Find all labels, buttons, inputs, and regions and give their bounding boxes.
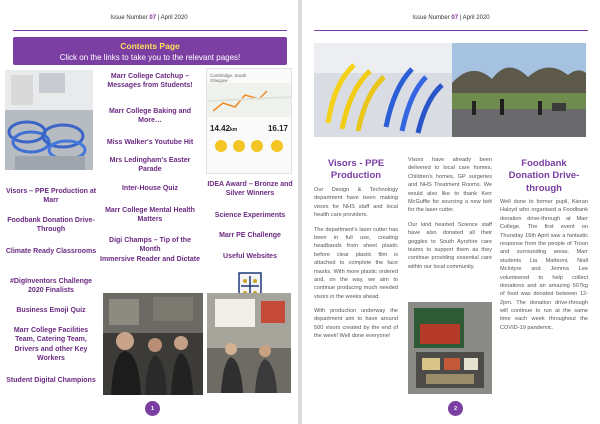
- visors-paragraph: Visors have already been delivered to local care homes, Children's homes, GP surgeries and NHS Treatment Rooms. We would also like to thank Kerr McGuffie for sourcing a new belt for the laser cutter.: [408, 157, 492, 214]
- trophy-icons: [207, 133, 291, 159]
- articles-page: [302, 0, 600, 424]
- contents-subtitle: Click on the links to take you to the relevant pages!: [59, 53, 241, 62]
- visors-column-2: [408, 156, 492, 277]
- visor-production-photo: [314, 43, 452, 137]
- link-emoji[interactable]: Business Emoji Quiz: [16, 307, 86, 314]
- distance-unit: km: [230, 127, 238, 133]
- link-pe[interactable]: Marr PE Challenge: [219, 232, 281, 239]
- visors-paragraph: With production underway the department aim to have around 500 visors created by the end of the week! Well done everyone!: [314, 308, 398, 340]
- distance-value: 14.42: [210, 124, 231, 133]
- visors-paragraph: The department's laser cutter has been in full use, creating headbands from sheet plastic before clear plastic film is attached to complete the face masks. With more plastic ordered and, on the way, we aim to continue producing much needed visors in the weeks ahead.: [314, 226, 398, 300]
- issue-date: April 2020: [462, 15, 490, 21]
- link-diginventors[interactable]: #DigInventors Challenge 2020 Finalists: [9, 278, 93, 295]
- link-digi[interactable]: Digi Champs – Tip of the Month: [109, 237, 191, 254]
- app-location: Cambridge, South: [210, 73, 247, 78]
- issue-label: Issue Number: [412, 15, 450, 21]
- link-visors[interactable]: Visors – PPE Production at Marr: [5, 188, 97, 205]
- visors-heading: Visors - PPE Production: [327, 158, 385, 182]
- link-catchup[interactable]: Marr College Catchup – Messages from Students!: [107, 73, 193, 90]
- header-divider-right: [314, 30, 588, 31]
- fitness-app-screenshot: [206, 68, 292, 174]
- visors-column-1: [314, 186, 398, 347]
- issue-label: Issue Number: [110, 15, 148, 21]
- food-donations-photo: [408, 302, 492, 394]
- foodbank-paragraph: Well done to former pupil, Kieran Halsyd who organised a Foodbank donation drive-through at Marr College. The first event on Thursday 16th April saw a fantastic response from the people of Troon and surrounding areas. Marr students Lia Matteoni, Niall McIntyre and Jemma Lee volunteered to help collect donations and an amazing 507kg of food was donated between 12-2pm. The donation drive-through will continue to run at the same time each week throughout the COVID-19 pandemic.: [500, 199, 588, 331]
- app-location-sub: Glasgow: [210, 78, 228, 83]
- page-number-right: 2: [448, 401, 463, 416]
- link-walker[interactable]: Miss Walker's Youtube Hit: [106, 139, 194, 146]
- link-interhouse[interactable]: Inter-House Quiz: [121, 185, 178, 192]
- drive-through-photo: [452, 43, 586, 137]
- issue-number: 07: [149, 15, 157, 21]
- page-header: [0, 15, 298, 21]
- classroom-photo: [207, 293, 291, 393]
- link-immersive[interactable]: Immersive Reader and Dictate: [100, 256, 200, 263]
- link-websites[interactable]: Useful Websites: [223, 253, 277, 260]
- issue-date: April 2020: [160, 15, 188, 21]
- secondary-stat: 16.17: [267, 124, 288, 133]
- visors-paragraph: Our Design & Technology department have been making visors for NHS staff and local health care providers.: [314, 187, 398, 219]
- route-map: [207, 83, 291, 117]
- link-science[interactable]: Science Experiments: [214, 212, 286, 219]
- link-climate[interactable]: Climate Ready Classrooms: [5, 248, 97, 255]
- visors-photo: [5, 70, 93, 170]
- link-idea[interactable]: IDEA Award – Bronze and Silver Winners: [207, 181, 293, 198]
- foodbank-heading: Foodbank Donation Drive-through: [508, 158, 580, 194]
- students-photo: [103, 293, 203, 395]
- link-ledingham[interactable]: Mrs Ledingham's Easter Parade: [109, 157, 191, 174]
- issue-number: 07: [451, 15, 459, 21]
- contents-banner: [13, 37, 287, 65]
- link-baking[interactable]: Marr College Baking and More…: [108, 108, 192, 125]
- header-divider: [13, 30, 287, 31]
- page-number-left: 1: [145, 401, 160, 416]
- header-separator: |: [459, 15, 462, 21]
- link-foodbank[interactable]: Foodbank Donation Drive-Through: [7, 217, 95, 234]
- link-student-digital[interactable]: Student Digital Champions: [6, 377, 96, 384]
- link-facilities[interactable]: Marr College Facilities Team, Catering Team, Drivers and other Key Workers: [13, 327, 89, 363]
- header-separator: |: [157, 15, 160, 21]
- contents-title: Contents Page: [120, 41, 180, 51]
- page-header-right: [302, 15, 600, 21]
- visors-paragraph: Our kind hearted Science staff have also donated all their goggles to South Ayrshire care teams to support them as they continue providing essential care within our local community.: [408, 221, 492, 270]
- contents-page: [0, 0, 298, 424]
- foodbank-body: [500, 198, 588, 338]
- link-mental[interactable]: Marr College Mental Health Matters: [105, 207, 195, 224]
